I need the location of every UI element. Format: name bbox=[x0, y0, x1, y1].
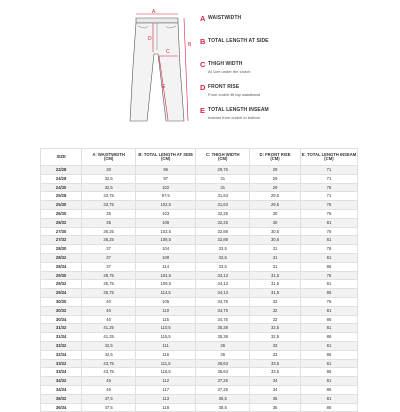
table-row bbox=[41, 350, 358, 359]
measurement-cell: 111 bbox=[136, 341, 196, 350]
measurement-cell: 30 bbox=[82, 166, 136, 175]
size-cell: 32/34 bbox=[41, 350, 82, 359]
measurement-cell: 108 bbox=[136, 218, 196, 227]
table-row bbox=[41, 324, 358, 333]
measurement-cell: 32,5 bbox=[82, 183, 136, 192]
table-row bbox=[41, 227, 358, 236]
measurement-cell: 42,5 bbox=[82, 341, 136, 350]
size-cell: 36/32 bbox=[41, 394, 82, 403]
measurement-cell: 104,5 bbox=[136, 271, 196, 280]
table-row bbox=[41, 385, 358, 394]
measurement-cell: 33,5 bbox=[250, 359, 301, 368]
measurement-cell: 33,5 bbox=[196, 245, 250, 254]
jeans-measurement-diagram bbox=[108, 6, 208, 126]
measurement-cell: 34 bbox=[250, 377, 301, 386]
table-row bbox=[41, 394, 358, 403]
measurement-cell: 86 bbox=[300, 385, 357, 394]
measurement-cell: 36,63 bbox=[196, 368, 250, 377]
measurement-cell: 108,5 bbox=[136, 236, 196, 245]
measurement-cell: 35,75 bbox=[82, 289, 136, 298]
measurement-cell: 42,5 bbox=[82, 350, 136, 359]
measurement-cell: 32,5 bbox=[250, 333, 301, 342]
measurement-cell: 31,5 bbox=[250, 280, 301, 289]
measurement-cell: 31,5 bbox=[250, 289, 301, 298]
measurement-cell: 29 bbox=[250, 183, 301, 192]
table-body bbox=[41, 166, 358, 412]
measurement-cell: 31 bbox=[196, 174, 250, 183]
measurement-cell: 118 bbox=[136, 403, 196, 412]
legend-letter: C bbox=[200, 60, 206, 69]
measurement-cell: 38,5 bbox=[196, 403, 250, 412]
size-cell: 26/30 bbox=[41, 209, 82, 218]
measurement-cell: 96 bbox=[136, 166, 196, 175]
measurement-cell: 105 bbox=[136, 297, 196, 306]
measurement-cell: 32,88 bbox=[196, 236, 250, 245]
measurement-cell: 32 bbox=[250, 306, 301, 315]
measurement-cell: 86 bbox=[300, 289, 357, 298]
measurement-cell: 71 bbox=[300, 174, 357, 183]
legend-letter: B bbox=[200, 37, 206, 46]
table-row bbox=[41, 209, 358, 218]
measurement-cell: 32,25 bbox=[196, 209, 250, 218]
diagram-label-c: C bbox=[166, 49, 170, 55]
legend-subtitle: At 1cm under the crotch bbox=[208, 69, 251, 74]
measurement-cell: 76 bbox=[300, 209, 357, 218]
measurement-cell: 34,75 bbox=[196, 297, 250, 306]
header-front-rise: D: FRONT RISE (CM) bbox=[250, 149, 301, 166]
measurement-cell: 110 bbox=[136, 306, 196, 315]
measurement-cell: 109,5 bbox=[136, 280, 196, 289]
measurement-cell: 43,75 bbox=[82, 368, 136, 377]
measurement-cell: 37 bbox=[82, 253, 136, 262]
measurement-cell: 41,25 bbox=[82, 324, 136, 333]
legend-item-a bbox=[200, 14, 390, 37]
measurement-cell: 86 bbox=[300, 333, 357, 342]
measurement-cell: 115,5 bbox=[136, 333, 196, 342]
legend-item-b bbox=[200, 37, 390, 60]
size-cell: 30/32 bbox=[41, 306, 82, 315]
measurement-cell: 81 bbox=[300, 236, 357, 245]
measurement-cell: 103,5 bbox=[136, 227, 196, 236]
measurement-cell: 97,5 bbox=[136, 192, 196, 201]
measurement-cell: 36,25 bbox=[82, 227, 136, 236]
legend-subtitle: From crotch till top waistband bbox=[208, 92, 261, 97]
legend-title: TOTAL LENGTH INSEAM bbox=[208, 107, 269, 113]
measurement-cell: 33,5 bbox=[250, 368, 301, 377]
size-cell: 27/30 bbox=[41, 227, 82, 236]
measurement-cell: 36,25 bbox=[82, 236, 136, 245]
size-cell: 28/34 bbox=[41, 262, 82, 271]
measurement-cell: 41,25 bbox=[82, 333, 136, 342]
diagram-label-e: E bbox=[162, 84, 166, 90]
measurement-cell: 32 bbox=[250, 297, 301, 306]
table-row bbox=[41, 183, 358, 192]
measurement-cell: 32,25 bbox=[196, 218, 250, 227]
measurement-cell: 38,75 bbox=[82, 271, 136, 280]
measurement-cell: 116 bbox=[136, 350, 196, 359]
measurement-cell: 81 bbox=[300, 324, 357, 333]
diagram-label-b: B bbox=[188, 42, 192, 48]
header-size: SIZE bbox=[41, 149, 82, 166]
size-chart-table bbox=[40, 148, 358, 412]
measurement-cell: 32 bbox=[250, 315, 301, 324]
measurement-cell: 86 bbox=[300, 350, 357, 359]
size-cell: 36/34 bbox=[41, 403, 82, 412]
table-row bbox=[41, 306, 358, 315]
measurement-cell: 33,75 bbox=[82, 201, 136, 210]
measurement-cell: 40 bbox=[82, 315, 136, 324]
measurement-cell: 37,25 bbox=[196, 385, 250, 394]
measurement-cell: 33,5 bbox=[196, 253, 250, 262]
size-cell: 25/28 bbox=[41, 192, 82, 201]
size-cell: 29/32 bbox=[41, 280, 82, 289]
header-thigh-width: C: THIGH WIDTH (CM) bbox=[196, 149, 250, 166]
size-cell: 30/34 bbox=[41, 315, 82, 324]
measurement-cell: 86 bbox=[300, 403, 357, 412]
table-row bbox=[41, 297, 358, 306]
diagram-label-a: A bbox=[152, 9, 156, 15]
measurement-cell: 34,75 bbox=[196, 315, 250, 324]
table-row bbox=[41, 174, 358, 183]
size-cell: 29/30 bbox=[41, 271, 82, 280]
measurement-cell: 31 bbox=[196, 183, 250, 192]
table-row bbox=[41, 192, 358, 201]
measurement-cell: 76 bbox=[300, 183, 357, 192]
measurement-cell: 29,5 bbox=[250, 201, 301, 210]
legend-title: WAISTWIDTH bbox=[208, 15, 242, 21]
measurement-cell: 76 bbox=[300, 227, 357, 236]
measurement-cell: 81 bbox=[300, 394, 357, 403]
table-row bbox=[41, 201, 358, 210]
measurement-cell: 32,5 bbox=[82, 174, 136, 183]
measurement-cell: 36 bbox=[196, 350, 250, 359]
measurement-cell: 35,75 bbox=[82, 280, 136, 289]
measurement-cell: 32,88 bbox=[196, 227, 250, 236]
size-cell: 30/30 bbox=[41, 297, 82, 306]
measurement-cell: 111,5 bbox=[136, 359, 196, 368]
measurement-cell: 30 bbox=[250, 218, 301, 227]
measurement-cell: 40 bbox=[82, 297, 136, 306]
measurement-cell: 76 bbox=[300, 271, 357, 280]
measurement-cell: 33 bbox=[250, 350, 301, 359]
measurement-cell: 47,5 bbox=[82, 394, 136, 403]
table-row bbox=[41, 377, 358, 386]
size-cell: 28/32 bbox=[41, 253, 82, 262]
header-waistwidth: A: WAISTWIDTH (CM) bbox=[82, 149, 136, 166]
measurement-cell: 31,63 bbox=[196, 201, 250, 210]
measurement-cell: 32,5 bbox=[250, 324, 301, 333]
measurement-cell: 47,5 bbox=[82, 403, 136, 412]
measurement-cell: 109 bbox=[136, 253, 196, 262]
measurement-cell: 33,75 bbox=[82, 192, 136, 201]
measurement-cell: 81 bbox=[300, 280, 357, 289]
legend-item-c bbox=[200, 60, 390, 83]
measurement-cell: 97 bbox=[136, 174, 196, 183]
measurement-cell: 37,25 bbox=[196, 377, 250, 386]
measurement-cell: 31 bbox=[250, 253, 301, 262]
measurement-cell: 35 bbox=[250, 394, 301, 403]
table-row bbox=[41, 403, 358, 412]
table-row bbox=[41, 253, 358, 262]
measurement-cell: 31,63 bbox=[196, 192, 250, 201]
legend-letter: D bbox=[200, 83, 206, 92]
diagram-label-d: D bbox=[148, 36, 152, 42]
measurement-cell: 35,38 bbox=[196, 324, 250, 333]
measurement-cell: 71 bbox=[300, 192, 357, 201]
measurement-cell: 30 bbox=[250, 209, 301, 218]
legend-item-d bbox=[200, 83, 390, 106]
measurement-cell: 71 bbox=[300, 166, 357, 175]
size-cell: 29/34 bbox=[41, 289, 82, 298]
table-row bbox=[41, 166, 358, 175]
measurement-cell: 81 bbox=[300, 359, 357, 368]
measurement-cell: 76 bbox=[300, 245, 357, 254]
measurement-cell: 34,75 bbox=[196, 306, 250, 315]
size-cell: 24/30 bbox=[41, 183, 82, 192]
measurement-cell: 110,5 bbox=[136, 324, 196, 333]
size-cell: 28/30 bbox=[41, 245, 82, 254]
size-cell: 25/30 bbox=[41, 201, 82, 210]
measurement-cell: 81 bbox=[300, 218, 357, 227]
table-row bbox=[41, 289, 358, 298]
measurement-cell: 29,5 bbox=[250, 192, 301, 201]
measurement-cell: 115 bbox=[136, 315, 196, 324]
table-row bbox=[41, 359, 358, 368]
measurement-cell: 29,75 bbox=[196, 166, 250, 175]
measurement-cell: 37 bbox=[82, 262, 136, 271]
measurement-cell: 29 bbox=[250, 166, 301, 175]
measurement-cell: 81 bbox=[300, 341, 357, 350]
table-row bbox=[41, 280, 358, 289]
jeans-illustration bbox=[108, 6, 208, 126]
measurement-cell: 31,5 bbox=[250, 271, 301, 280]
size-cell: 22/28 bbox=[41, 166, 82, 175]
measurement-cell: 29 bbox=[250, 174, 301, 183]
measurement-cell: 34,13 bbox=[196, 271, 250, 280]
table-row bbox=[41, 271, 358, 280]
legend-subtitle: Inseam from crotch to bottom bbox=[208, 115, 261, 120]
measurement-cell: 114 bbox=[136, 262, 196, 271]
table-row bbox=[41, 245, 358, 254]
table-row bbox=[41, 262, 358, 271]
measurement-cell: 45 bbox=[82, 377, 136, 386]
measurement-cell: 35,38 bbox=[196, 333, 250, 342]
size-cell: 31/34 bbox=[41, 333, 82, 342]
table-row bbox=[41, 236, 358, 245]
measurement-cell: 36 bbox=[196, 341, 250, 350]
measurement-cell: 40 bbox=[82, 306, 136, 315]
measurement-cell: 76 bbox=[300, 297, 357, 306]
measurement-cell: 117 bbox=[136, 385, 196, 394]
table-row bbox=[41, 341, 358, 350]
measurement-cell: 114,5 bbox=[136, 289, 196, 298]
measurement-cell: 36,63 bbox=[196, 359, 250, 368]
measurement-cell: 38,5 bbox=[196, 394, 250, 403]
size-cell: 34/32 bbox=[41, 377, 82, 386]
measurement-cell: 35 bbox=[250, 403, 301, 412]
measurement-cell: 116,5 bbox=[136, 368, 196, 377]
measurement-cell: 81 bbox=[300, 377, 357, 386]
size-cell: 32/32 bbox=[41, 341, 82, 350]
measurement-cell: 37 bbox=[82, 245, 136, 254]
measurement-cell: 86 bbox=[300, 368, 357, 377]
table-row bbox=[41, 333, 358, 342]
header-total-length-inseam: E: TOTAL LENGTH INSEAM (CM) bbox=[300, 149, 357, 166]
size-cell: 31/32 bbox=[41, 324, 82, 333]
table-row bbox=[41, 315, 358, 324]
size-cell: 26/32 bbox=[41, 218, 82, 227]
measurement-cell: 45 bbox=[82, 385, 136, 394]
measurement-cell: 81 bbox=[300, 253, 357, 262]
measurement-cell: 102,5 bbox=[136, 201, 196, 210]
size-cell: 34/34 bbox=[41, 385, 82, 394]
measurement-cell: 76 bbox=[300, 201, 357, 210]
measurement-legend bbox=[200, 14, 390, 129]
legend-letter: A bbox=[200, 14, 206, 23]
measurement-cell: 35 bbox=[82, 218, 136, 227]
measurement-cell: 81 bbox=[300, 306, 357, 315]
measurement-cell: 33 bbox=[250, 341, 301, 350]
measurement-cell: 86 bbox=[300, 315, 357, 324]
size-cell: 33/32 bbox=[41, 359, 82, 368]
measurement-cell: 30,5 bbox=[250, 227, 301, 236]
legend-title: FRONT RISE bbox=[208, 84, 240, 90]
measurement-cell: 104 bbox=[136, 245, 196, 254]
measurement-cell: 112 bbox=[136, 377, 196, 386]
measurement-cell: 33,5 bbox=[196, 262, 250, 271]
header-total-length-side: B: TOTAL LENGTH AT SIDE (CM) bbox=[136, 149, 196, 166]
size-cell: 33/34 bbox=[41, 368, 82, 377]
measurement-cell: 103 bbox=[136, 209, 196, 218]
measurement-cell: 102 bbox=[136, 183, 196, 192]
measurement-cell: 43,75 bbox=[82, 359, 136, 368]
legend-letter: E bbox=[200, 106, 206, 115]
measurement-cell: 34,13 bbox=[196, 280, 250, 289]
measurement-cell: 35 bbox=[82, 209, 136, 218]
size-cell: 24/28 bbox=[41, 174, 82, 183]
legend-item-e bbox=[200, 106, 390, 129]
table-header-row bbox=[41, 149, 358, 166]
table-row bbox=[41, 368, 358, 377]
measurement-cell: 30,5 bbox=[250, 236, 301, 245]
measurement-cell: 31 bbox=[250, 245, 301, 254]
size-cell: 27/32 bbox=[41, 236, 82, 245]
table-row bbox=[41, 218, 358, 227]
measurement-cell: 34 bbox=[250, 385, 301, 394]
measurement-cell: 113 bbox=[136, 394, 196, 403]
legend-title: TOTAL LENGTH AT SIDE bbox=[208, 38, 269, 44]
measurement-cell: 34,13 bbox=[196, 289, 250, 298]
legend-title: THIGH WIDTH bbox=[208, 61, 243, 67]
measurement-cell: 31 bbox=[250, 262, 301, 271]
measurement-cell: 86 bbox=[300, 262, 357, 271]
